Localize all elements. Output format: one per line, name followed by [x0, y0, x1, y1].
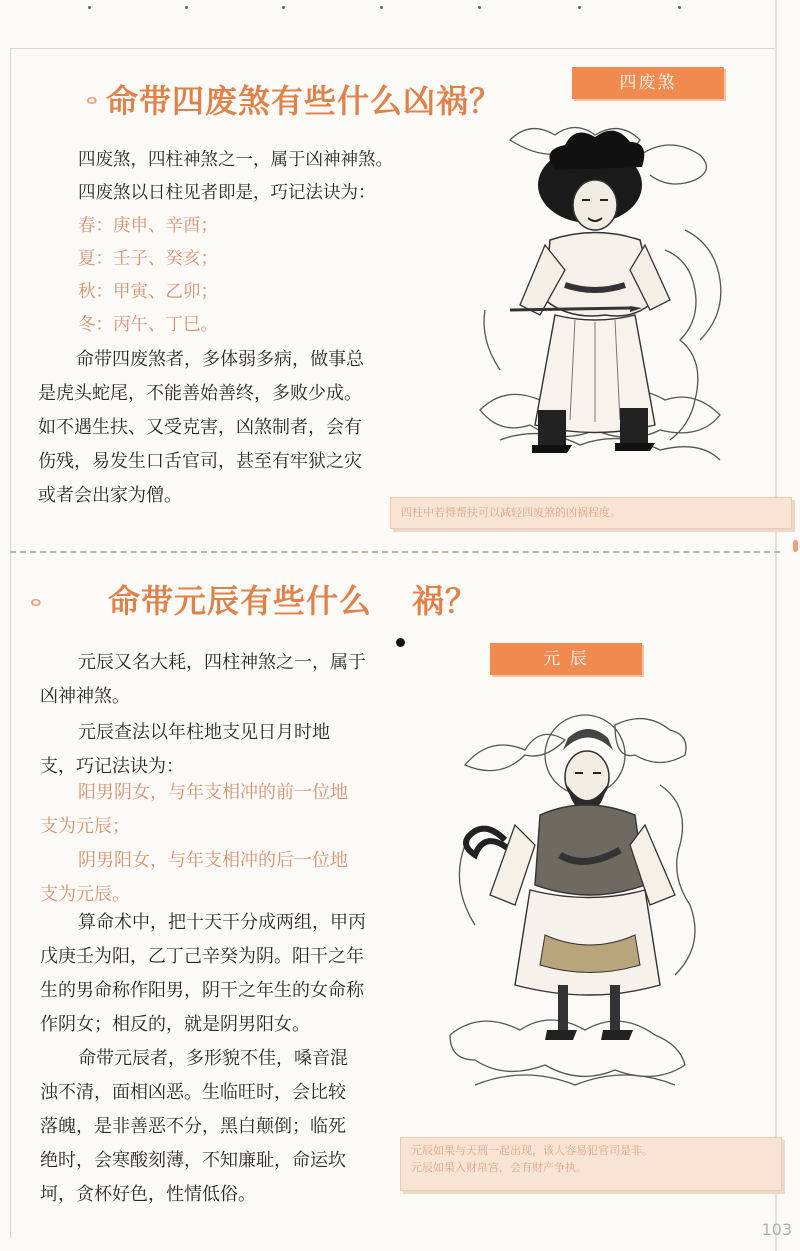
si-fei-sha-deity-illustration [470, 110, 750, 495]
section2-body-line-1: 算命术中，把十天干分成两组，甲丙 [78, 912, 366, 933]
section2-rule-line-2: 支为元辰； [40, 816, 130, 837]
section2-title [108, 576, 478, 622]
section2-body-line-7: 落魄，是非善恶不分，黑白颠倒；临死 [40, 1116, 346, 1137]
section1-tag: 四废煞 [572, 67, 724, 99]
section2-intro-line-1: 元辰又名大耗，四柱神煞之一，属于 [78, 652, 366, 673]
section2-title-part2: 祸？ [412, 582, 479, 620]
section1-body-line-4: 伤残，易发生口舌官司，甚至有牢狱之灾 [38, 451, 362, 472]
section2-body-line-8: 绝时，会寒酸刻薄，不知廉耻，命运坎 [40, 1150, 346, 1171]
section2-intro [40, 646, 380, 784]
section1-caption-text: 四柱中若得帮扶可以减轻四废煞的凶祸程度。 [401, 506, 621, 519]
section2-intro-line-3: 元辰查法以年柱地支见日月时地 [78, 722, 330, 743]
section2-body-line-6: 浊不清，面相凶恶。生临旺时，会比较 [40, 1082, 346, 1103]
section1-body-line-3: 如不遇生扶、又受克害，凶煞制者，会有 [38, 417, 362, 438]
section2-body-line-3: 生的男命称作阳男，阴干之年生的女命称 [40, 980, 364, 1001]
section2-rule-line-1: 阳男阴女，与年支相冲的前一位地 [78, 782, 348, 803]
page-border-right [775, 0, 777, 1251]
section2-caption-line-1: 元辰如果与天刑一起出现，该人容易犯官司是非。 [411, 1144, 653, 1157]
top-edge-dots [0, 0, 800, 20]
page-edge-mark [793, 540, 798, 552]
section2-body-line-5: 命带元辰者，多形貌不佳，嗓音混 [78, 1048, 348, 1069]
section2-title-part1: 命带元辰有些什么 [108, 582, 373, 620]
section2-caption-line-2: 元辰如果入财帛宫，会有财产争执。 [411, 1161, 587, 1174]
section1-text [78, 144, 418, 342]
section2-body-line-2: 戊庚壬为阳，乙丁己辛癸为阴。阳干之年 [40, 946, 364, 967]
page-border-top [10, 48, 775, 49]
section2-rule-line-3: 阴男阳女，与年支相冲的后一位地 [78, 850, 348, 871]
title-swirl-icon: ⴰ [86, 88, 98, 109]
page-border-left [10, 48, 11, 1238]
section1-para-1: 四废煞，四柱神煞之一，属于凶神神煞。 [78, 150, 393, 170]
section-divider [10, 551, 780, 553]
section1-body-line-2: 是虎头蛇尾，不能善始善终，多败少成。 [38, 383, 362, 404]
section1-body-line-5: 或者会出家为僧。 [38, 485, 182, 506]
section1-caption [390, 497, 792, 529]
section2-body-line-9: 坷，贪杯好色，性情低俗。 [40, 1184, 256, 1205]
season-summer: 夏：壬子、癸亥； [78, 249, 218, 269]
page-number: 103 [761, 1220, 792, 1239]
section1-body-line-1: 命带四废煞者，多体弱多病，做事总 [76, 349, 364, 370]
title-swirl-icon-2: ⴰ [30, 590, 42, 611]
section2-body [40, 906, 385, 1212]
season-spring: 春：庚申、辛酉； [78, 216, 218, 236]
section2-rule-line-4: 支为元辰。 [40, 884, 130, 905]
yuan-chen-deity-illustration [445, 705, 710, 1125]
season-autumn: 秋：甲寅、乙卯； [78, 282, 218, 302]
section2-intro-line-4: 支，巧记法诀为： [40, 756, 184, 777]
section2-tag: 元 辰 [490, 643, 642, 675]
section1-para-2: 四废煞以日柱见者即是，巧记法诀为： [78, 183, 376, 203]
stray-dot [396, 638, 405, 647]
season-winter: 冬：丙午、丁巳。 [78, 315, 218, 335]
section2-caption [400, 1137, 782, 1191]
section1-title: 命带四废煞有些什么凶祸？ [106, 82, 503, 120]
section1-body [38, 343, 418, 513]
section2-body-line-4: 作阴女；相反的，就是阴男阳女。 [40, 1014, 310, 1035]
section2-intro-line-2: 凶神神煞。 [40, 686, 130, 707]
section2-rules [40, 776, 380, 912]
